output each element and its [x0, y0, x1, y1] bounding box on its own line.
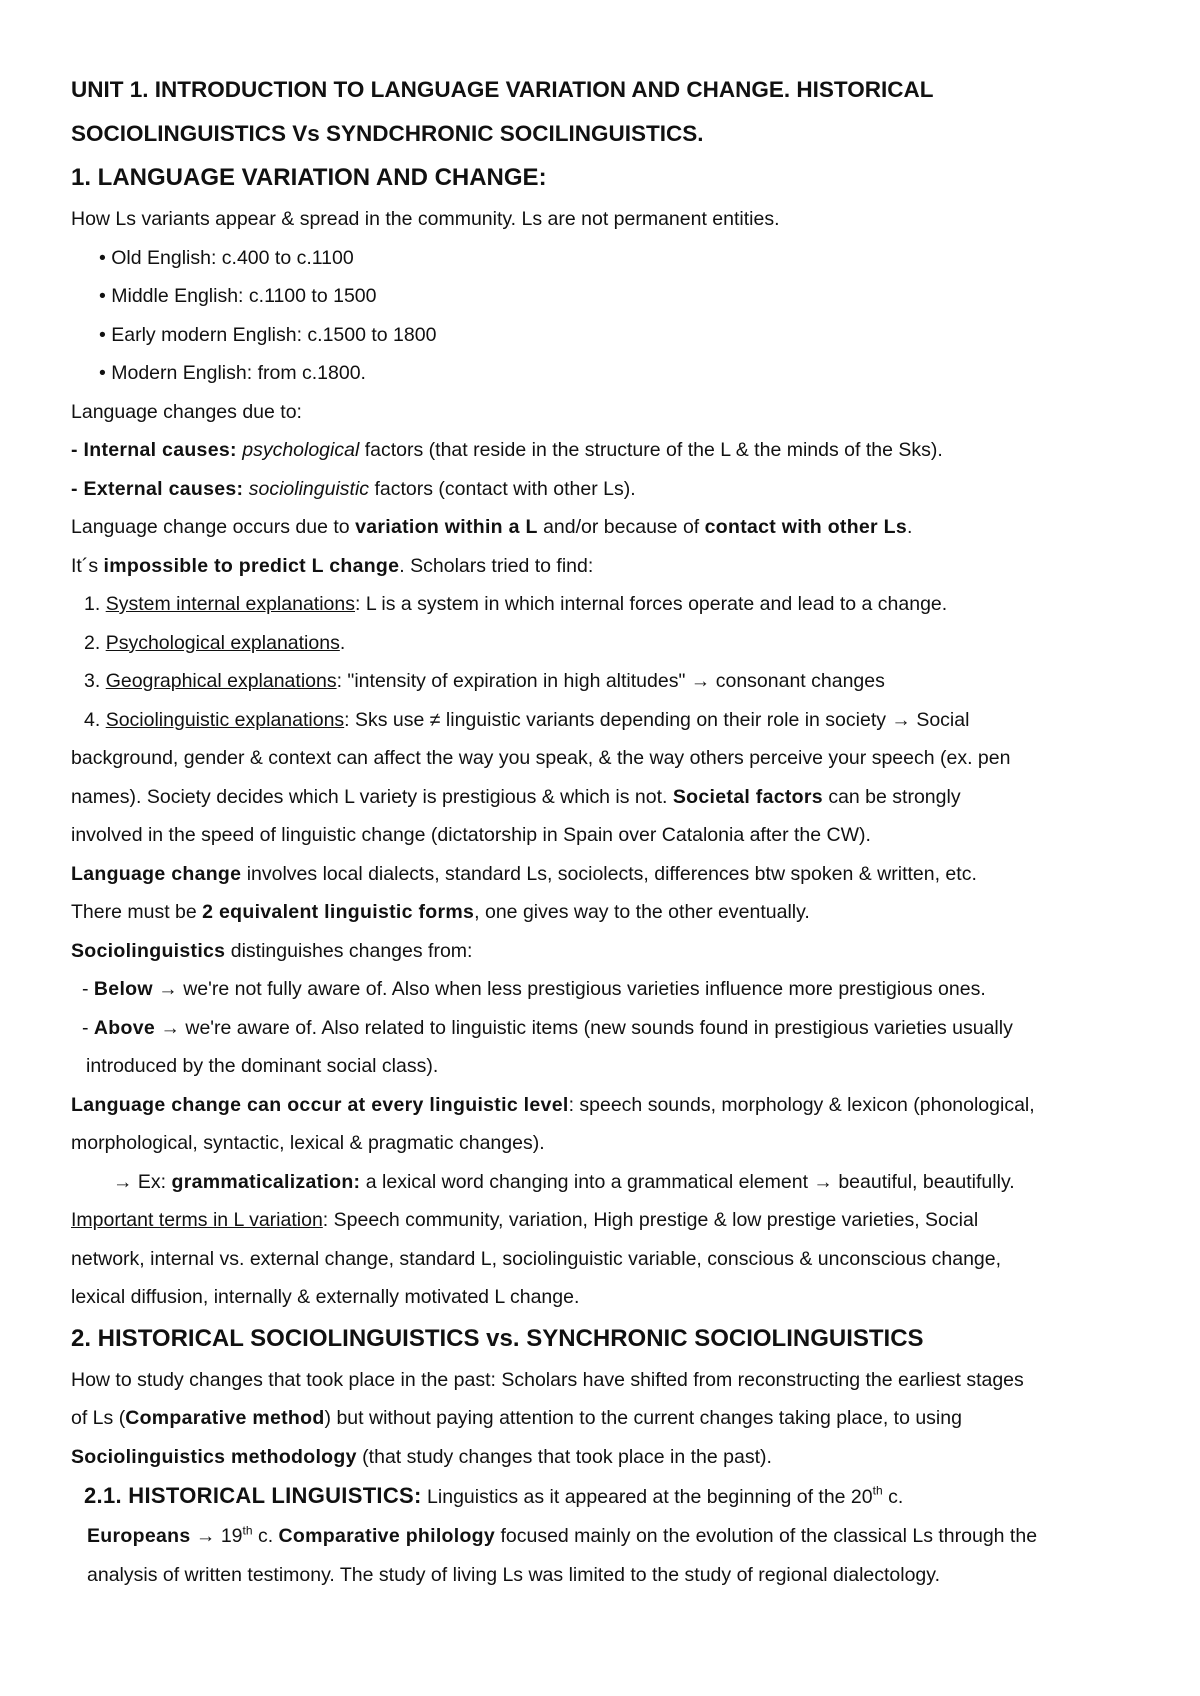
change-from-above-cont: introduced by the dominant social class).	[86, 1055, 439, 1077]
important-terms: Important terms in L variation: Speech community, variation, High prestige & low prestige varieties, Social	[71, 1209, 979, 1231]
section-2-line-3: Sociolinguistics methodology (that study changes that took place in the past).	[71, 1445, 772, 1468]
explanation-psychological: 2. Psychological explanations.	[84, 631, 346, 654]
sociolinguistic-cont-1: background, gender & context can affect the way you speak, & the way others perceive your speech (ex. pen	[71, 747, 1011, 769]
language-change-involves: Language change involves local dialects, standard Ls, sociolects, differences btw spoken & written, etc.	[71, 862, 977, 885]
sociolinguistic-cont-3: involved in the speed of linguistic change (dictatorship in Spain over Catalonia after the CW).	[71, 824, 871, 846]
subsection-2-1-heading: 2.1. HISTORICAL LINGUISTICS: Linguistics as it appeared at the beginning of the 20th c.	[84, 1483, 904, 1508]
explanation-geographical: 3. Geographical explanations: "intensity of expiration in high altitudes" → consonant changes	[84, 670, 885, 692]
sociolinguistics-distinguishes: Sociolinguistics distinguishes changes from:	[71, 939, 473, 962]
important-terms-cont-1: network, internal vs. external change, standard L, sociolinguistic variable, conscious & unconscious change,	[71, 1247, 1002, 1270]
external-causes: - External causes: sociolinguistic factors (contact with other Ls).	[71, 477, 636, 500]
explanation-system-internal: 1. System internal explanations: L is a system in which internal forces operate and lead to a change.	[84, 593, 948, 615]
explanation-sociolinguistic: 4. Sociolinguistic explanations: Sks use ≠ linguistic variants depending on their role in society → Social	[84, 708, 970, 731]
changes-due-to: Language changes due to:	[71, 400, 302, 423]
section-2-heading: 2. HISTORICAL SOCIOLINGUISTICS vs. SYNCHRONIC SOCIOLINGUISTICS	[71, 1324, 924, 1352]
unit-title-line-1: UNIT 1. INTRODUCTION TO LANGUAGE VARIATION AND CHANGE. HISTORICAL	[71, 77, 934, 102]
period-modern-english: • Modern English: from c.1800.	[99, 362, 366, 384]
section-1-intro: How Ls variants appear & spread in the community. Ls are not permanent entities.	[71, 208, 780, 230]
period-middle-english: • Middle English: c.1100 to 1500	[99, 285, 377, 307]
change-occurs: Language change occurs due to variation within a L and/or because of contact with other Ls.	[71, 516, 913, 538]
section-2-line-2: of Ls (Comparative method) but without paying attention to the current changes taking place, to using	[71, 1407, 962, 1429]
every-linguistic-level-cont: morphological, syntactic, lexical & pragmatic changes).	[71, 1132, 545, 1154]
unit-title-line-2: SOCIOLINGUISTICS Vs SYNDCHRONIC SOCILINGUISTICS.	[71, 121, 704, 146]
europeans-line: Europeans → 19th c. Comparative philology focused mainly on the evolution of the classical Ls through the	[87, 1523, 1038, 1547]
change-from-below: - Below → we're not fully aware of. Also when less prestigious varieties influence more prestigious ones.	[82, 978, 986, 1000]
europeans-line-cont: analysis of written testimony. The study of living Ls was limited to the study of regional dialectology.	[87, 1563, 941, 1586]
period-old-english: • Old English: c.400 to c.1100	[99, 246, 354, 269]
every-linguistic-level: Language change can occur at every linguistic level: speech sounds, morphology & lexicon (phonological,	[71, 1093, 1035, 1116]
section-2-line-1: How to study changes that took place in the past: Scholars have shifted from reconstructing the earliest stages	[71, 1368, 1024, 1391]
important-terms-cont-2: lexical diffusion, internally & externally motivated L change.	[71, 1286, 580, 1308]
section-1-heading: 1. LANGUAGE VARIATION AND CHANGE:	[71, 164, 547, 191]
equivalent-forms: There must be 2 equivalent linguistic forms, one gives way to the other eventually.	[71, 901, 810, 923]
grammaticalization-example: → Ex: grammaticalization: a lexical word changing into a grammatical element → beautiful, beautifully.	[113, 1170, 1015, 1193]
period-early-modern-english: • Early modern English: c.1500 to 1800	[99, 323, 437, 346]
internal-causes: - Internal causes: psychological factors (that reside in the structure of the L & the minds of the Sks).	[71, 439, 943, 461]
sociolinguistic-cont-2: names). Society decides which L variety is prestigious & which is not. Societal factors can be strongly	[71, 785, 961, 808]
impossible-to-predict: It´s impossible to predict L change. Scholars tried to find:	[71, 554, 594, 577]
change-from-above: - Above → we're aware of. Also related to linguistic items (new sounds found in prestigious varieties usually	[82, 1016, 1013, 1039]
